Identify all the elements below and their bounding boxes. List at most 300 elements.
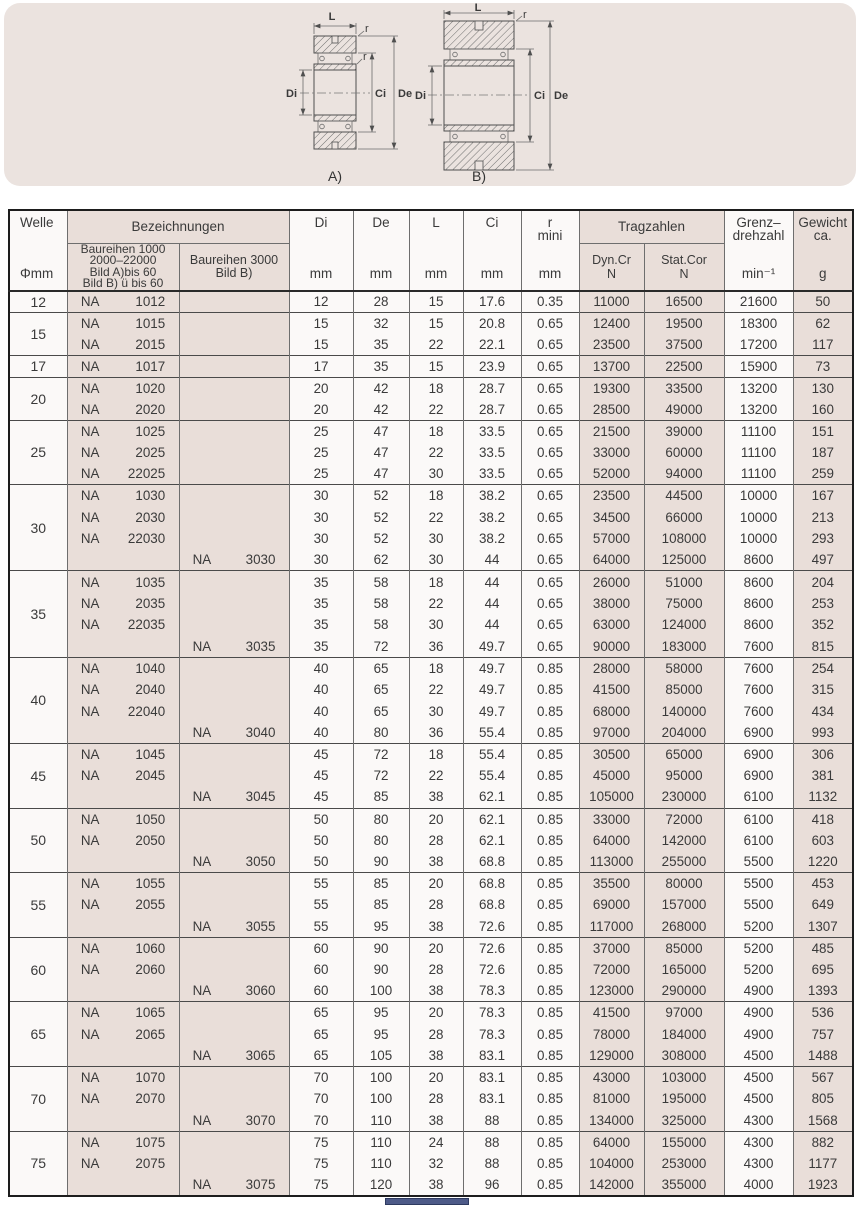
l-cell: 20 bbox=[409, 808, 463, 830]
ci-label: Ci bbox=[485, 215, 499, 230]
stat-cor-cell: 124000 bbox=[644, 614, 724, 636]
di-cell: 70 bbox=[289, 1088, 353, 1110]
table-row bbox=[9, 1153, 853, 1175]
series-prefix: NA bbox=[192, 552, 212, 568]
table-row bbox=[9, 420, 853, 442]
gewicht-cell: 50 bbox=[793, 291, 853, 313]
stat-cor-cell: 49000 bbox=[644, 399, 724, 421]
r-mini-cell: 0.65 bbox=[521, 528, 579, 550]
l-cell: 18 bbox=[409, 571, 463, 593]
grenzdrehzahl-cell: 10000 bbox=[724, 506, 793, 528]
designation-series-3000 bbox=[179, 657, 289, 679]
welle-value: 25 bbox=[9, 420, 67, 485]
r-mini-cell: 0.85 bbox=[521, 1153, 579, 1175]
series-code: 2040 bbox=[135, 681, 166, 697]
designation-series-3000 bbox=[179, 916, 289, 938]
series-code: 3040 bbox=[245, 724, 276, 740]
table-row bbox=[9, 937, 853, 959]
series-code: 2065 bbox=[135, 1026, 166, 1042]
ci-cell: 78.3 bbox=[463, 1002, 521, 1024]
de-cell: 72 bbox=[353, 636, 409, 658]
gewicht-cell: 204 bbox=[793, 571, 853, 593]
dyn-cr-cell: 113000 bbox=[579, 851, 644, 873]
series-code: 3055 bbox=[245, 918, 276, 934]
welle-value: 17 bbox=[9, 356, 67, 378]
table-row bbox=[9, 851, 853, 873]
series-code: 1020 bbox=[135, 380, 166, 396]
designation-series-1000 bbox=[67, 1131, 179, 1153]
designation-series-3000 bbox=[179, 959, 289, 981]
r-mini-cell: 0.65 bbox=[521, 614, 579, 636]
stat-cor-cell: 33500 bbox=[644, 377, 724, 399]
l-cell: 32 bbox=[409, 1153, 463, 1175]
l-cell: 30 bbox=[409, 700, 463, 722]
series-prefix: NA bbox=[80, 1091, 100, 1107]
table-row bbox=[9, 356, 853, 378]
di-cell: 25 bbox=[289, 442, 353, 464]
designation-series-3000 bbox=[179, 1067, 289, 1089]
gewicht-label-2: ca. bbox=[813, 228, 832, 243]
designation-series-3000 bbox=[179, 506, 289, 528]
designation-series-3000 bbox=[179, 420, 289, 442]
gewicht-cell: 603 bbox=[793, 830, 853, 852]
dyn-cr-cell: 134000 bbox=[579, 1110, 644, 1132]
series-prefix: NA bbox=[80, 423, 100, 439]
ci-cell: 62.1 bbox=[463, 808, 521, 830]
series-code: 1055 bbox=[135, 876, 166, 892]
series-code: 1075 bbox=[135, 1134, 166, 1150]
gewicht-cell: 649 bbox=[793, 894, 853, 916]
stat-cor-cell: 253000 bbox=[644, 1153, 724, 1175]
designation-series-1000 bbox=[67, 1045, 179, 1067]
l-cell: 30 bbox=[409, 614, 463, 636]
designation-series-1000 bbox=[67, 399, 179, 421]
di-cell: 15 bbox=[289, 334, 353, 356]
dyn-cr-cell: 21500 bbox=[579, 420, 644, 442]
de-cell: 110 bbox=[353, 1110, 409, 1132]
di-cell: 17 bbox=[289, 356, 353, 378]
col-header-gewicht bbox=[793, 210, 853, 291]
designation-series-3000 bbox=[179, 830, 289, 852]
series-code: 1025 bbox=[135, 423, 166, 439]
de-cell: 58 bbox=[353, 614, 409, 636]
dyn-cr-cell: 41500 bbox=[579, 679, 644, 701]
stat-cor-cell: 157000 bbox=[644, 894, 724, 916]
stat-cor-cell: 155000 bbox=[644, 1131, 724, 1153]
table-row bbox=[9, 506, 853, 528]
di-cell: 35 bbox=[289, 571, 353, 593]
r-mini-cell: 0.65 bbox=[521, 593, 579, 615]
dyn-cr-cell: 23500 bbox=[579, 485, 644, 507]
table-row bbox=[9, 1131, 853, 1153]
di-cell: 55 bbox=[289, 916, 353, 938]
table-row bbox=[9, 808, 853, 830]
welle-value: 65 bbox=[9, 1002, 67, 1067]
series-prefix: NA bbox=[192, 918, 212, 934]
grenzdrehzahl-cell: 5200 bbox=[724, 959, 793, 981]
series-prefix: NA bbox=[192, 1177, 212, 1193]
l-cell: 36 bbox=[409, 636, 463, 658]
series-code: 3060 bbox=[245, 983, 276, 999]
welle-value: 20 bbox=[9, 377, 67, 420]
series-prefix: NA bbox=[192, 983, 212, 999]
dyn-cr-cell: 41500 bbox=[579, 1002, 644, 1024]
designation-series-1000 bbox=[67, 485, 179, 507]
grenzdrehzahl-cell: 4900 bbox=[724, 1023, 793, 1045]
grenzdrehzahl-cell: 4300 bbox=[724, 1110, 793, 1132]
stat-cor-cell: 39000 bbox=[644, 420, 724, 442]
dim-label-di: Di bbox=[286, 88, 297, 100]
series-prefix: NA bbox=[192, 638, 212, 654]
r-mini-cell: 0.85 bbox=[521, 873, 579, 895]
dyn-cr-cell: 34500 bbox=[579, 506, 644, 528]
dyn-cr-cell: 11000 bbox=[579, 291, 644, 313]
di-cell: 65 bbox=[289, 1002, 353, 1024]
series-code: 3030 bbox=[245, 552, 276, 568]
gewicht-cell: 485 bbox=[793, 937, 853, 959]
series-prefix: NA bbox=[80, 380, 100, 396]
r-mini-cell: 0.85 bbox=[521, 1023, 579, 1045]
dyn-cr-cell: 81000 bbox=[579, 1088, 644, 1110]
gewicht-cell: 1307 bbox=[793, 916, 853, 938]
de-label: De bbox=[372, 215, 390, 230]
dyn-cr-cell: 19300 bbox=[579, 377, 644, 399]
designation-series-1000 bbox=[67, 506, 179, 528]
table-row bbox=[9, 786, 853, 808]
de-cell: 90 bbox=[353, 851, 409, 873]
designation-series-1000 bbox=[67, 291, 179, 313]
de-cell: 85 bbox=[353, 786, 409, 808]
series-prefix: NA bbox=[80, 444, 100, 460]
r-mini-cell: 0.85 bbox=[521, 765, 579, 787]
ci-cell: 20.8 bbox=[463, 312, 521, 334]
table-row bbox=[9, 485, 853, 507]
r-mini-cell: 0.85 bbox=[521, 679, 579, 701]
designation-series-3000 bbox=[179, 679, 289, 701]
series-code: 22040 bbox=[127, 703, 166, 719]
stat-cor-cell: 94000 bbox=[644, 463, 724, 485]
designation-series-1000 bbox=[67, 420, 179, 442]
grenzdrehzahl-cell: 4300 bbox=[724, 1153, 793, 1175]
designation-series-3000 bbox=[179, 1131, 289, 1153]
table-row bbox=[9, 916, 853, 938]
series-code: 1045 bbox=[135, 746, 166, 762]
gewicht-cell: 418 bbox=[793, 808, 853, 830]
dyn-cr-cell: 117000 bbox=[579, 916, 644, 938]
de-cell: 52 bbox=[353, 506, 409, 528]
di-cell: 20 bbox=[289, 399, 353, 421]
dyn-cr-cell: 37000 bbox=[579, 937, 644, 959]
gewicht-cell: 62 bbox=[793, 312, 853, 334]
di-cell: 70 bbox=[289, 1110, 353, 1132]
ci-cell: 78.3 bbox=[463, 1023, 521, 1045]
gewicht-cell: 73 bbox=[793, 356, 853, 378]
series-code: 2070 bbox=[135, 1091, 166, 1107]
designation-series-1000 bbox=[67, 377, 179, 399]
di-cell: 50 bbox=[289, 851, 353, 873]
gewicht-cell: 167 bbox=[793, 485, 853, 507]
di-cell: 30 bbox=[289, 506, 353, 528]
gewicht-cell: 993 bbox=[793, 722, 853, 744]
di-cell: 45 bbox=[289, 786, 353, 808]
designation-series-3000 bbox=[179, 1110, 289, 1132]
l-cell: 38 bbox=[409, 851, 463, 873]
stat-cor-cell: 58000 bbox=[644, 657, 724, 679]
r-mini-cell: 0.65 bbox=[521, 334, 579, 356]
designation-series-1000 bbox=[67, 765, 179, 787]
welle-value: 35 bbox=[9, 571, 67, 657]
grenzdrehzahl-cell: 4900 bbox=[724, 980, 793, 1002]
dyn-cr-cell: 64000 bbox=[579, 830, 644, 852]
series-prefix: NA bbox=[80, 832, 100, 848]
series-prefix: NA bbox=[80, 703, 100, 719]
dim-label-r: r bbox=[365, 23, 369, 35]
dyn-cr-cell: 142000 bbox=[579, 1174, 644, 1196]
dim-label-di: Di bbox=[415, 90, 426, 102]
stat-cor-cell: 183000 bbox=[644, 636, 724, 658]
series-prefix: NA bbox=[80, 746, 100, 762]
grenzdrehzahl-cell: 15900 bbox=[724, 356, 793, 378]
welle-value: 12 bbox=[9, 291, 67, 313]
grenzdrehzahl-cell: 6100 bbox=[724, 808, 793, 830]
de-cell: 90 bbox=[353, 937, 409, 959]
gewicht-cell: 567 bbox=[793, 1067, 853, 1089]
table-row bbox=[9, 291, 853, 313]
de-cell: 85 bbox=[353, 894, 409, 916]
series-code: 1070 bbox=[135, 1070, 166, 1086]
series-prefix: NA bbox=[192, 789, 212, 805]
designation-series-3000 bbox=[179, 463, 289, 485]
series-prefix: NA bbox=[80, 1134, 100, 1150]
ci-cell: 44 bbox=[463, 593, 521, 615]
l-cell: 28 bbox=[409, 1023, 463, 1045]
series-prefix: NA bbox=[80, 358, 100, 374]
table-row bbox=[9, 614, 853, 636]
table-row bbox=[9, 1045, 853, 1067]
l-cell: 30 bbox=[409, 463, 463, 485]
designation-series-3000 bbox=[179, 399, 289, 421]
dyn-cr-cell: 68000 bbox=[579, 700, 644, 722]
grenzdrehzahl-cell: 8600 bbox=[724, 549, 793, 571]
dyn-cr-cell: 72000 bbox=[579, 959, 644, 981]
designation-series-1000 bbox=[67, 571, 179, 593]
grenzdrehzahl-cell: 4000 bbox=[724, 1174, 793, 1196]
stat-cor-cell: 72000 bbox=[644, 808, 724, 830]
series-code: 1030 bbox=[135, 488, 166, 504]
de-cell: 85 bbox=[353, 873, 409, 895]
di-cell: 25 bbox=[289, 463, 353, 485]
grenzdrehzahl-cell: 13200 bbox=[724, 399, 793, 421]
ci-cell: 33.5 bbox=[463, 463, 521, 485]
stat-cor-cell: 95000 bbox=[644, 765, 724, 787]
gewicht-cell: 815 bbox=[793, 636, 853, 658]
de-cell: 120 bbox=[353, 1174, 409, 1196]
designation-series-3000 bbox=[179, 765, 289, 787]
designation-series-1000 bbox=[67, 830, 179, 852]
series-prefix: NA bbox=[80, 466, 100, 482]
gewicht-cell: 259 bbox=[793, 463, 853, 485]
ci-cell: 68.8 bbox=[463, 894, 521, 916]
col-header-tragzahlen: Tragzahlen bbox=[579, 210, 724, 243]
gewicht-cell: 1923 bbox=[793, 1174, 853, 1196]
bearing-section-b bbox=[415, 3, 568, 184]
grenzdrehzahl-cell: 7600 bbox=[724, 657, 793, 679]
series-prefix: NA bbox=[80, 811, 100, 827]
series-code: 1060 bbox=[135, 940, 166, 956]
l-cell: 38 bbox=[409, 1045, 463, 1067]
dim-label-r: r bbox=[363, 51, 367, 63]
dyn-cr-cell: 43000 bbox=[579, 1067, 644, 1089]
l-label: L bbox=[432, 215, 440, 230]
designation-series-1000 bbox=[67, 334, 179, 356]
series-prefix: NA bbox=[80, 962, 100, 978]
ci-cell: 55.4 bbox=[463, 743, 521, 765]
gewicht-cell: 1488 bbox=[793, 1045, 853, 1067]
de-cell: 90 bbox=[353, 959, 409, 981]
stat-cor-cell: 85000 bbox=[644, 679, 724, 701]
grenzdrehzahl-cell: 21600 bbox=[724, 291, 793, 313]
series-code: 2060 bbox=[135, 962, 166, 978]
r-mini-cell: 0.65 bbox=[521, 463, 579, 485]
de-cell: 52 bbox=[353, 485, 409, 507]
series-code: 22030 bbox=[127, 531, 166, 547]
l-cell: 18 bbox=[409, 657, 463, 679]
dyn-cr-cell: 90000 bbox=[579, 636, 644, 658]
series-code: 2045 bbox=[135, 768, 166, 784]
de-cell: 42 bbox=[353, 377, 409, 399]
ci-unit: mm bbox=[480, 266, 504, 281]
stat-cor-cell: 140000 bbox=[644, 700, 724, 722]
designation-series-3000 bbox=[179, 1023, 289, 1045]
gewicht-cell: 306 bbox=[793, 743, 853, 765]
series-code: 22035 bbox=[127, 617, 166, 633]
designation-series-1000 bbox=[67, 657, 179, 679]
gewicht-cell: 882 bbox=[793, 1131, 853, 1153]
table-row bbox=[9, 463, 853, 485]
r-mini-cell: 0.85 bbox=[521, 851, 579, 873]
stat-cor-cell: 165000 bbox=[644, 959, 724, 981]
de-cell: 80 bbox=[353, 808, 409, 830]
table-row bbox=[9, 830, 853, 852]
r-mini-cell: 0.65 bbox=[521, 506, 579, 528]
bearing-diagram bbox=[4, 3, 856, 186]
grenzdrehzahl-cell: 4900 bbox=[724, 1002, 793, 1024]
series-prefix: NA bbox=[192, 1048, 212, 1064]
designation-series-1000 bbox=[67, 1067, 179, 1089]
dyn-cr-cell: 104000 bbox=[579, 1153, 644, 1175]
grenzdrehzahl-cell: 8600 bbox=[724, 614, 793, 636]
l-cell: 18 bbox=[409, 420, 463, 442]
dyn-cr-cell: 26000 bbox=[579, 571, 644, 593]
series-code: 2075 bbox=[135, 1156, 166, 1172]
designation-series-1000 bbox=[67, 916, 179, 938]
stat-cor-cell: 142000 bbox=[644, 830, 724, 852]
gewicht-label-1: Gewicht bbox=[798, 215, 848, 230]
r-mini-cell: 0.85 bbox=[521, 1131, 579, 1153]
r-mini-cell: 0.85 bbox=[521, 808, 579, 830]
gewicht-cell: 1177 bbox=[793, 1153, 853, 1175]
r-label: r bbox=[547, 215, 553, 230]
series-prefix: NA bbox=[80, 1156, 100, 1172]
l-cell: 22 bbox=[409, 506, 463, 528]
series-prefix: NA bbox=[192, 854, 212, 870]
de-cell: 58 bbox=[353, 571, 409, 593]
stat-cor-cell: 184000 bbox=[644, 1023, 724, 1045]
stat-cor-cell: 290000 bbox=[644, 980, 724, 1002]
dyn-cr-cell: 64000 bbox=[579, 549, 644, 571]
de-unit: mm bbox=[369, 266, 393, 281]
designation-series-3000 bbox=[179, 291, 289, 313]
l-cell: 28 bbox=[409, 959, 463, 981]
di-cell: 30 bbox=[289, 485, 353, 507]
l-cell: 22 bbox=[409, 765, 463, 787]
series-prefix: NA bbox=[192, 724, 212, 740]
grenzdrehzahl-cell: 11100 bbox=[724, 463, 793, 485]
stat-cor-cell: 66000 bbox=[644, 506, 724, 528]
ci-cell: 49.7 bbox=[463, 636, 521, 658]
gewicht-cell: 187 bbox=[793, 442, 853, 464]
col-header-l bbox=[409, 210, 463, 291]
di-cell: 35 bbox=[289, 636, 353, 658]
stat-cor-cell: 85000 bbox=[644, 937, 724, 959]
de-cell: 62 bbox=[353, 549, 409, 571]
designation-series-3000 bbox=[179, 851, 289, 873]
r-mini-cell: 0.85 bbox=[521, 700, 579, 722]
table-row bbox=[9, 1023, 853, 1045]
diagram-caption-a: A) bbox=[328, 168, 342, 184]
gewicht-cell: 315 bbox=[793, 679, 853, 701]
r-mini-cell: 0.85 bbox=[521, 894, 579, 916]
designation-series-3000 bbox=[179, 485, 289, 507]
l-cell: 38 bbox=[409, 916, 463, 938]
table-row bbox=[9, 636, 853, 658]
grenzdrehzahl-cell: 6900 bbox=[724, 743, 793, 765]
l-cell: 30 bbox=[409, 549, 463, 571]
l-cell: 30 bbox=[409, 528, 463, 550]
dyn-cr-cell: 38000 bbox=[579, 593, 644, 615]
l-cell: 28 bbox=[409, 894, 463, 916]
di-cell: 45 bbox=[289, 743, 353, 765]
di-cell: 55 bbox=[289, 894, 353, 916]
dyn-cr-cell: 97000 bbox=[579, 722, 644, 744]
ci-cell: 49.7 bbox=[463, 700, 521, 722]
l-cell: 15 bbox=[409, 291, 463, 313]
grenzdrehzahl-cell: 5200 bbox=[724, 916, 793, 938]
grenzdrehzahl-cell: 7600 bbox=[724, 636, 793, 658]
gewicht-unit: g bbox=[819, 266, 827, 281]
stat-cor-cell: 108000 bbox=[644, 528, 724, 550]
de-cell: 42 bbox=[353, 399, 409, 421]
series-prefix: NA bbox=[80, 509, 100, 525]
di-cell: 12 bbox=[289, 291, 353, 313]
designation-series-1000 bbox=[67, 1174, 179, 1196]
di-cell: 60 bbox=[289, 980, 353, 1002]
dyn-cr-cell: 12400 bbox=[579, 312, 644, 334]
designation-series-3000 bbox=[179, 528, 289, 550]
di-cell: 40 bbox=[289, 679, 353, 701]
ci-cell: 68.8 bbox=[463, 873, 521, 895]
table-row bbox=[9, 743, 853, 765]
table-row bbox=[9, 1174, 853, 1196]
stat-cor-cell: 308000 bbox=[644, 1045, 724, 1067]
table-row bbox=[9, 700, 853, 722]
designation-series-3000 bbox=[179, 1045, 289, 1067]
ci-cell: 83.1 bbox=[463, 1045, 521, 1067]
designation-series-1000 bbox=[67, 851, 179, 873]
grenzdrehzahl-cell: 7600 bbox=[724, 700, 793, 722]
dyn-cr-cell: 33000 bbox=[579, 808, 644, 830]
dyn-cr-cell: 28500 bbox=[579, 399, 644, 421]
